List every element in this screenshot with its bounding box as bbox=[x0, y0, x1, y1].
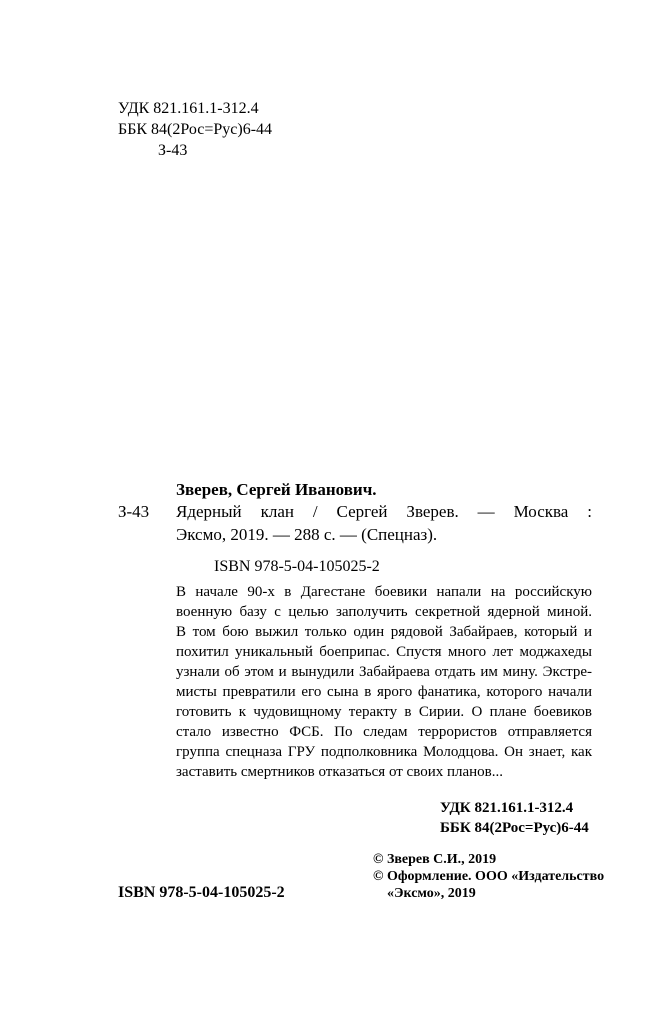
copyright-author: © Зверев С.И., 2019 bbox=[373, 852, 497, 867]
author-heading: Зверев, Сергей Иванович. bbox=[176, 480, 377, 499]
isbn-footer: ISBN 978-5-04-105025-2 bbox=[118, 884, 285, 901]
isbn-card: ISBN 978-5-04-105025-2 bbox=[214, 558, 380, 575]
annotation-line: В начале 90-х в Дагестане боевики напали на российскую bbox=[176, 584, 592, 600]
annotation-line: стало известно ФСБ. По следам террористов отправляется bbox=[176, 724, 592, 740]
author-mark: З-43 bbox=[118, 502, 150, 521]
annotation-line: группа спецназа ГРУ подполковника Молодцова. Он знает, как bbox=[176, 744, 592, 760]
udk-code-top: УДК 821.161.1-312.4 bbox=[118, 100, 259, 117]
copyright-design-cont: «Эксмо», 2019 bbox=[387, 886, 476, 901]
annotation-line: мисты превратили его сына в ярого фанатика, которого начали bbox=[176, 684, 592, 700]
annotation-line: готовить к чудовищному теракту в Сирии. О плане боевиков bbox=[176, 704, 592, 720]
author-mark-top: З-43 bbox=[158, 142, 188, 159]
annotation-line: похитил уникальный боеприпас. Спустя много лет моджахеды bbox=[176, 644, 592, 660]
title-line-2: Эксмо, 2019. — 288 с. — (Спецназ). bbox=[176, 525, 438, 544]
annotation-line: узнали об этом и вынудили Забайраева отдать им мину. Экстре- bbox=[176, 664, 592, 680]
bbk-code-top: ББК 84(2Рос=Рус)6-44 bbox=[118, 121, 273, 138]
bbk-code-bottom: ББК 84(2Рос=Рус)6-44 bbox=[440, 820, 589, 836]
annotation-line: В том бою выжил только один рядовой Забайраев, который и bbox=[176, 624, 592, 640]
udk-code-bottom: УДК 821.161.1-312.4 bbox=[440, 800, 574, 816]
annotation-line: военную базу с целью заполучить секретной ядерной миной. bbox=[176, 604, 592, 620]
annotation-line: заставить смертников отказаться от своих планов... bbox=[176, 764, 503, 780]
copyright-design: © Оформление. ООО «Издательство bbox=[373, 869, 605, 884]
title-line-1: Ядерный клан / Сергей Зверев. — Москва : bbox=[176, 502, 592, 521]
